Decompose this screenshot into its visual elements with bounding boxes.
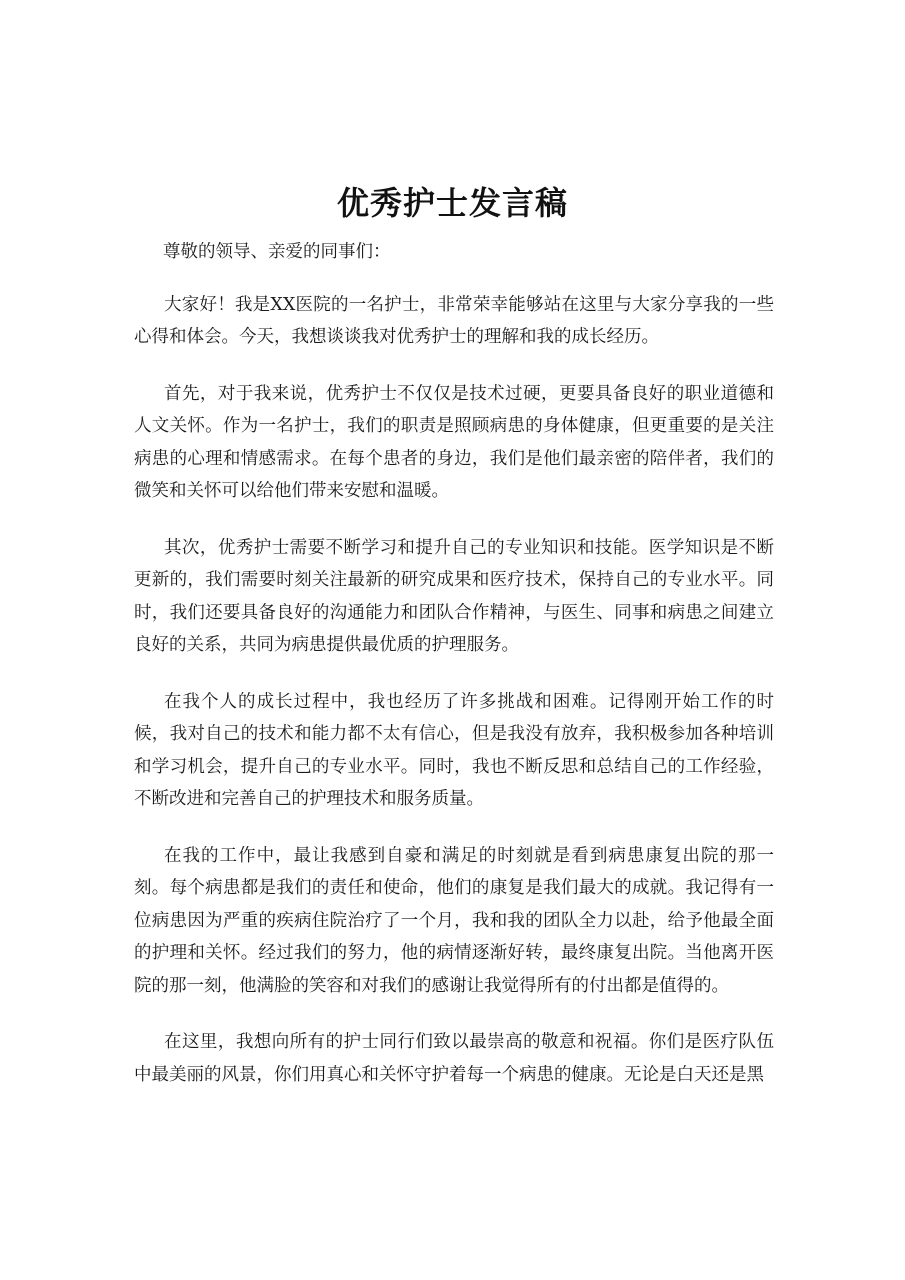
paragraph-2: 首先，对于我来说，优秀护士不仅仅是技术过硬，更要具备良好的职业道德和人文关怀。作为一名护士，我们的职责是照顾病患的身体健康，但更重要的是关注病患的心理和情感需求。在每个患者的身边，我们是他们最亲密的陪伴者，我们的微笑和关怀可以给他们带来安慰和温暖。 (134, 383, 774, 501)
paragraph-5: 在我的工作中，最让我感到自豪和满足的时刻就是看到病患康复出院的那一刻。每个病患都是我们的责任和使命，他们的康复是我们最大的成就。我记得有一位病患因为严重的疾病住院治疗了一个月，我和我的团队全力以赴，给予他最全面的护理和关怀。经过我们的努力，他的病情逐渐好转，最终康复出院。当他离开医院的那一刻，他满脸的笑容和对我们的感谢让我觉得所有的付出都是值得的。 (134, 845, 774, 996)
paragraph-3: 其次，优秀护士需要不断学习和提升自己的专业知识和技能。医学知识是不断更新的，我们需要时刻关注最新的研究成果和医疗技术，保持自己的专业水平。同时，我们还要具备良好的沟通能力和团队合作精神，与医生、同事和病患之间建立良好的关系，共同为病患提供最优质的护理服务。 (134, 537, 774, 655)
paragraph-6: 在这里，我想向所有的护士同行们致以最崇高的敬意和祝福。你们是医疗队伍中最美丽的风景，你们用真心和关怀守护着每一个病患的健康。无论是白天还是黑 (134, 1032, 774, 1085)
document-body (134, 236, 774, 1091)
paragraph-1: 大家好！我是XX医院的一名护士，非常荣幸能够站在这里与大家分享我的一些心得和体会。今天，我想谈谈我对优秀护士的理解和我的成长经历。 (134, 294, 774, 347)
document-title: 优秀护士发言稿 (336, 184, 568, 223)
salutation: 尊敬的领导、亲爱的同事们： (163, 242, 391, 262)
paragraph-4: 在我个人的成长过程中，我也经历了许多挑战和困难。记得刚开始工作的时候，我对自己的技术和能力都不太有信心，但是我没有放弃，我积极参加各种培训和学习机会，提升自己的专业水平。同时，我也不断反思和总结自己的工作经验，不断改进和完善自己的护理技术和服务质量。 (134, 691, 774, 809)
